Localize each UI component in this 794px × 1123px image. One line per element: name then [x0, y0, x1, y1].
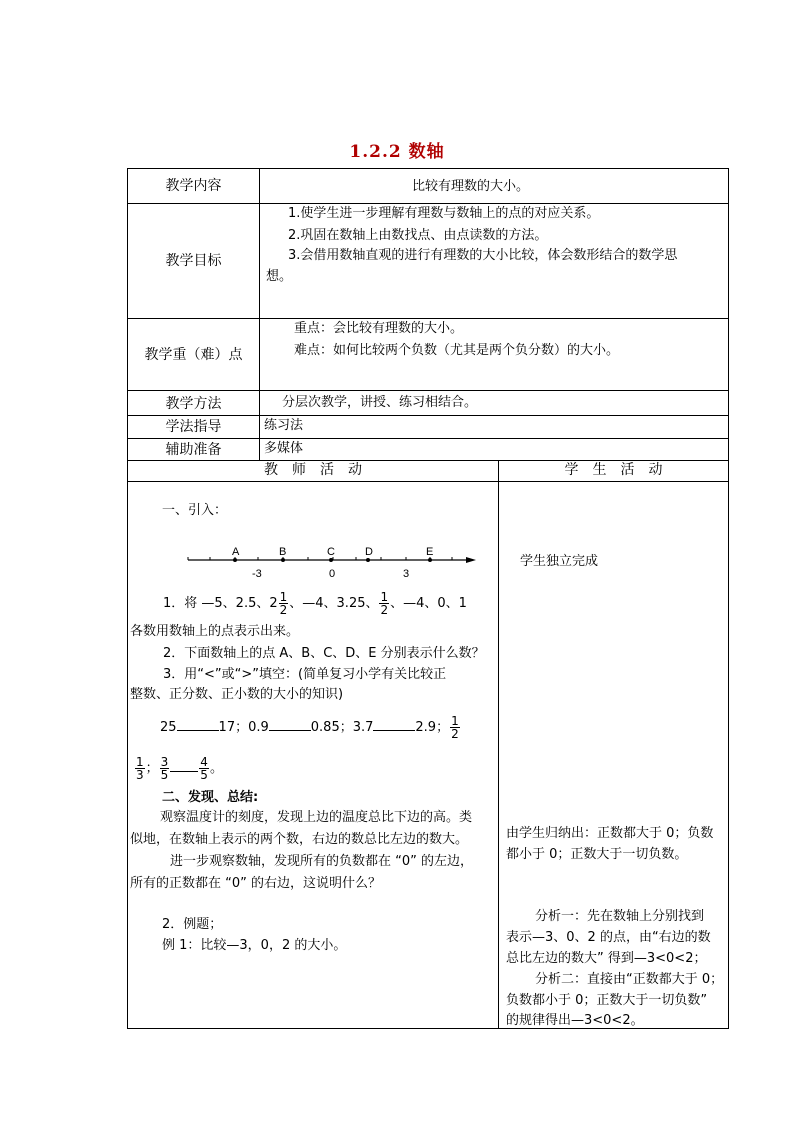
label-content: 教学内容	[165, 178, 222, 194]
label-prep: 辅助准备	[165, 442, 222, 458]
key-point-item-2: 难点：如何比较两个负数（尤其是两个负分数）的大小。	[294, 343, 620, 358]
fraction-half: $\frac{1}{2}$	[451, 714, 459, 741]
analysis-2-line-2: 负数都小于 0；正数大于一切负数”	[506, 993, 708, 1008]
point-a-dot	[233, 558, 237, 562]
number-line	[180, 542, 480, 582]
question-1-cont: 各数用数轴上的点表示出来。	[130, 624, 300, 639]
intro-heading: 一、引入：	[162, 503, 228, 518]
value-content: 比较有理数的大小。	[412, 179, 530, 194]
fraction-four-fifths: $\frac{4}{5}$	[200, 755, 208, 782]
analysis-2-line-1: 分析二：直接由“正数都大于 0；	[535, 972, 724, 987]
question-1: 1．将 —5、2.5、2 $\frac{1}{2}$ 、—4、3.25、 $\frac{1}{2}$ 、—4、0、1	[163, 590, 467, 617]
fraction-half: $\frac{1}{2}$	[380, 590, 389, 617]
goal-item-3: 3.会借用数轴直观的进行有理数的大小比较，体会数形结合的数学思	[288, 248, 678, 263]
label-key-points: 教学重（难）点	[144, 347, 243, 363]
tick-label-0: 0	[329, 568, 336, 580]
point-c-label: C	[327, 546, 335, 558]
goal-item-2: 2.巩固在数轴上由数找点、由点读数的方法。	[288, 228, 548, 243]
value-guide: 练习法	[264, 418, 304, 433]
fraction-half: $\frac{1}{2}$	[279, 590, 288, 617]
compare-line-2: $\frac{1}{3}$ ； $\frac{3}{5}$ $\frac{4}{5}$ 。	[136, 755, 223, 782]
tick-label-neg3: -3	[252, 568, 262, 580]
section-2-para-1-cont: 似地，在数轴上表示的两个数，右边的数总比左边的数大。	[130, 832, 469, 847]
question-2: 2．下面数轴上的点 A、B、C、D、E 分别表示什么数？	[163, 646, 485, 661]
label-guide: 学法指导	[165, 419, 222, 435]
question-3-cont: 整数、正分数、正小数的大小的知识)	[130, 687, 344, 702]
point-e-label: E	[426, 546, 434, 558]
value-prep: 多媒体	[264, 441, 304, 456]
student-note-1: 学生独立完成	[520, 554, 599, 569]
point-a-label: A	[232, 546, 240, 558]
section-2-para-2-cont: 所有的正数都在 “0” 的右边，这说明什么？	[130, 876, 382, 891]
key-point-item-1: 重点：会比较有理数的大小。	[294, 321, 464, 336]
analysis-2-line-3: 的规律得出—3<0<2。	[506, 1013, 644, 1028]
student-activity-header: 学 生 活 动	[564, 462, 663, 478]
point-e-dot	[428, 558, 432, 562]
label-method: 教学方法	[165, 396, 222, 412]
example-1: 例 1：比较—3，0，2 的大小。	[162, 938, 347, 953]
page-title: 1.2.2 数轴	[349, 142, 445, 162]
student-summary-line-2: 都小于 0；正数大于一切负数。	[506, 847, 688, 862]
analysis-1-line-3: 总比左边的数大” 得到—3<0<2；	[506, 951, 707, 966]
point-d-label: D	[365, 546, 373, 558]
label-goals: 教学目标	[165, 253, 222, 269]
section-2-heading: 二、发现、总结:	[162, 790, 259, 805]
teacher-activity-header: 教 师 活 动	[264, 462, 362, 478]
section-2-para-2: 进一步观察数轴，发现所有的负数都在 “0” 的左边，	[170, 854, 474, 869]
point-c-dot	[329, 558, 333, 562]
fraction-three-fifths: $\frac{3}{5}$	[160, 755, 169, 782]
analysis-1-line-1: 分析一：先在数轴上分别找到	[535, 909, 705, 924]
value-method: 分层次教学，讲授、练习相结合。	[282, 395, 478, 410]
goal-item-1: 1.使学生进一步理解有理数与数轴上的点的对应关系。	[288, 206, 600, 221]
analysis-1-line-2: 表示—3、0、2 的点，由“右边的数	[506, 930, 711, 945]
question-3: 3．用“<”或“>”填空：(简单复习小学有关比较正	[163, 667, 447, 682]
tick-label-3: 3	[403, 568, 410, 580]
example-heading: 2．例题；	[162, 917, 223, 932]
compare-line-1: 25 17；0.9 0.85；3.7 2.9； $\frac{1}{2}$	[160, 714, 459, 741]
point-b-dot	[281, 558, 285, 562]
fraction-third: $\frac{1}{3}$	[136, 755, 144, 782]
point-d-dot	[366, 558, 370, 562]
point-b-label: B	[279, 546, 287, 558]
goal-item-3-cont: 想。	[266, 269, 293, 284]
section-2-para-1: 观察温度计的刻度，发现上边的温度总比下边的高。类	[160, 810, 473, 825]
student-summary-line-1: 由学生归纳出：正数都大于 0；负数	[506, 826, 714, 841]
